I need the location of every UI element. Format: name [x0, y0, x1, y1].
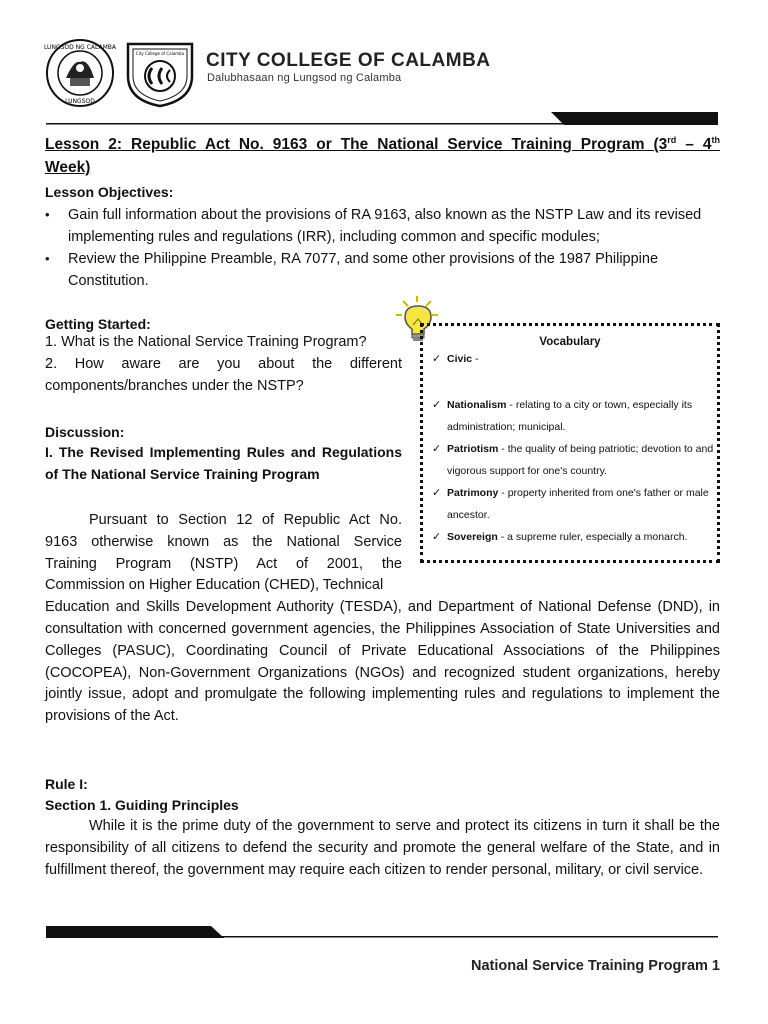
college-subtitle: Dalubhasaan ng Lungsod ng Calamba [207, 72, 402, 84]
bullet-icon: • [45, 251, 50, 266]
discussion-section [45, 424, 402, 485]
svg-text:LUNGSOD NG CALAMBA: LUNGSOD NG CALAMBA [44, 44, 116, 51]
getting-started-section [45, 316, 402, 397]
college-shield-logo [122, 38, 198, 108]
discussion-paragraph: Pursuant to Section 12 of Republic Act No. 9163 otherwise known as the National Service Training Program (NSTP) Act of 2001, the Commission on Higher Education (CHED), Technical Education and Skills Development Authority (TESDA), and Department of National Defense (DND), in consultation with concerned government agencies, the Philippines Association of State Universities and Colleges (PASUC), Coordinating Council of Private Educational Associations of the Philippines (COCOPEA), Non-Government Organizations (NGOs) and recognized student organizations, hereby jointly issue, adopt and promulgate the following implementing rules and regulations to implement the provisions of the Act. [45, 512, 720, 725]
discussion-heading: Discussion: [45, 424, 125, 440]
check-icon: ✓ [432, 487, 442, 499]
bullet-icon: • [45, 207, 50, 222]
vocab-item: ✓ Patriotism - the quality of being patriotic; devotion to and vigorous support for one's country. [432, 438, 715, 482]
college-name: CITY COLLEGE OF CALAMBA [206, 50, 491, 71]
footer-divider-bar [46, 925, 718, 939]
rule-heading: Rule I: [45, 776, 88, 792]
section-heading: Section 1. Guiding Principles [45, 797, 239, 813]
getting-started-heading: Getting Started: [45, 316, 151, 332]
check-icon: ✓ [432, 443, 442, 455]
list-item: • Review the Philippine Preamble, RA 7077, and some other provisions of the 1987 Philippine Constitution. [45, 248, 720, 292]
svg-text:City College of Calamba: City College of Calamba [135, 51, 185, 56]
svg-text:LUNGSOD: LUNGSOD [65, 98, 95, 105]
check-icon: ✓ [432, 399, 442, 411]
vocabulary-title: Vocabulary [539, 336, 601, 348]
list-item: • Gain full information about the provisions of RA 9163, also known as the NSTP Law and its revised implementing rules and regulations (IRR), including common and specific modules; [45, 204, 720, 248]
vocab-item: ✓ Nationalism - relating to a city or town, especially its administration; municipal. [432, 394, 715, 438]
vocab-item: ✓ Sovereign - a supreme ruler, especially a monarch. [432, 526, 715, 548]
check-icon: ✓ [432, 353, 442, 365]
vocab-item: ✓ Civic - [432, 348, 715, 370]
lesson-title: Lesson 2: Republic Act No. 9163 or The National Service Training Program (3rd – 4th Week) [45, 135, 720, 177]
vocab-item: ✓ Patrimony - property inherited from one's father or male ancestor. [432, 482, 715, 526]
rule-section [45, 774, 720, 881]
question-1: 1. What is the National Service Training Program? [45, 334, 367, 350]
check-icon: ✓ [432, 531, 442, 543]
rule-paragraph: While it is the prime duty of the government to serve and protect its citizens in turn it shall be the responsibility of all citizens to defend the security and promote the general welfare of the State, and in fulfillment thereof, the government may require each citizen to render personal, military, or civil service. [45, 818, 720, 878]
discussion-subheading: I. The Revised Implementing Rules and Regulations of The National Service Training Program [45, 444, 402, 482]
question-2: 2. How aware are you about the different components/branches under the NSTP? [45, 355, 402, 394]
objectives-heading: Lesson Objectives: [45, 184, 174, 200]
header-divider-bar [46, 112, 718, 126]
city-seal-logo [44, 38, 116, 108]
footer-text: National Service Training Program 1 [471, 958, 720, 974]
